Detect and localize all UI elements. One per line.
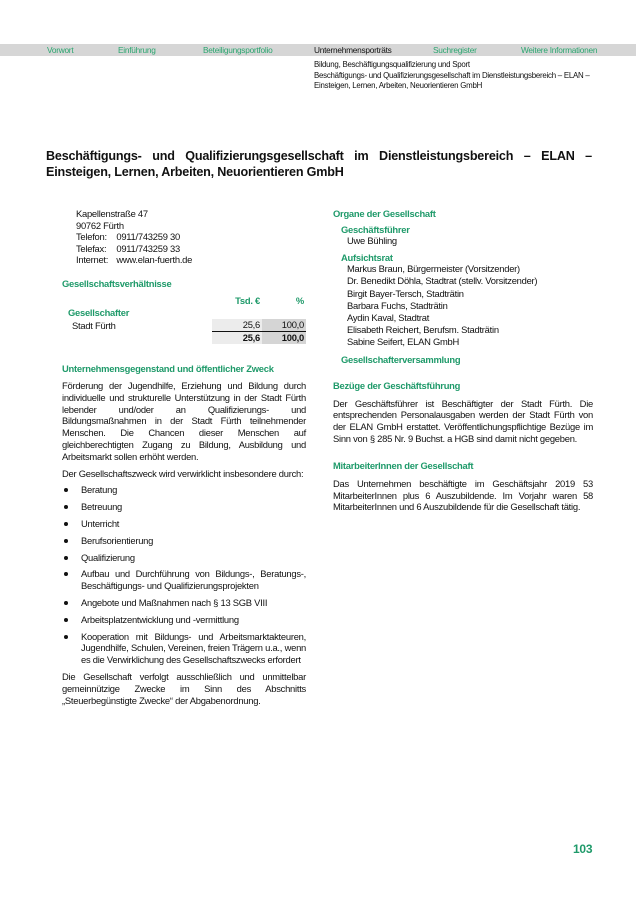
- list-item: Angebote und Maßnahmen nach § 13 SGB VIII: [62, 597, 306, 609]
- page-number: 103: [573, 842, 593, 856]
- purpose-text-1: Förderung der Jugendhilfe, Erziehung und Bildung durch individuelle und strukturelle Unterstützung in der Stadt Fürth lebender und/oder an Qualifizierungs- und Bildungsmaßnahmen in der Stadt Fürth teilnehmender Menschen. Die Chancen dieser Menschen auf gleichberechtigten Zugang zu Bildung, Ausbildung und Arbeitsmarkt sollen erhöht werden.: [62, 379, 306, 462]
- city: 90762 Fürth: [76, 219, 124, 231]
- left-column: [62, 208, 306, 711]
- board-member: Markus Braun, Bürgermeister (Vorsitzender): [347, 263, 520, 275]
- website-link[interactable]: www.elan-fuerth.de: [116, 254, 193, 266]
- ownership-table: [62, 295, 306, 344]
- organs-heading: Organe der Gesellschaft: [333, 208, 436, 219]
- purpose-text-2: Der Gesellschaftszweck wird verwirklicht insbesondere durch:: [62, 467, 304, 479]
- total-pct: 100,0: [262, 331, 306, 344]
- top-navigation: [0, 44, 636, 56]
- breadcrumb: [314, 60, 614, 92]
- street: Kapellenstraße 47: [76, 208, 148, 219]
- list-item: Betreuung: [62, 501, 306, 513]
- col-pct: %: [295, 295, 304, 307]
- breadcrumb-category: Bildung, Beschäftigungsqualifizierung und Sport: [314, 60, 470, 69]
- compensation-text: Der Geschäftsführer ist Beschäftigter der Stadt Fürth. Die entsprechenden Personalausgaben werden der Stadt Fürth von der ELAN GmbH erstattet. Veröffentlichungspflichtige Bezüge im Sinn von § 285 Nr. 9 Buchst. a HGB sind damit nicht gegeben.: [333, 397, 593, 445]
- list-item: Arbeitsplatzentwicklung und -vermittlung: [62, 614, 306, 626]
- shareholder-amount: 25,6: [212, 319, 262, 332]
- shareholder-pct: 100,0: [262, 319, 306, 332]
- fax: 0911/743259 33: [116, 242, 180, 254]
- phone-label: Telefon:: [76, 231, 107, 243]
- staff-text: Das Unternehmen beschäftigte im Geschäftsjahr 2019 53 MitarbeiterInnen plus 6 Auszubildende. Im Vorjahr waren 58 MitarbeiterInnen und 6 Auszubildende für die Gesellschaft tätig.: [333, 477, 593, 513]
- list-item: Aufbau und Durchführung von Bildungs-, Beratungs-, Beschäftigungs- und Qualifizierungsprojekten: [62, 568, 306, 592]
- total-row: [62, 331, 306, 344]
- web-label: Internet:: [76, 254, 109, 266]
- board-member: Birgit Bayer-Tersch, Stadträtin: [347, 287, 464, 299]
- list-item: Qualifizierung: [62, 552, 306, 564]
- nav-weitere-informationen[interactable]: Weitere Informationen: [521, 45, 598, 55]
- staff-heading: MitarbeiterInnen der Gesellschaft: [333, 459, 474, 471]
- board-member: Aydin Kaval, Stadtrat: [347, 312, 430, 324]
- phone: 0911/743259 30: [116, 231, 180, 243]
- ownership-heading: Gesellschaftsverhältnisse: [62, 277, 172, 289]
- fax-label: Telefax:: [76, 242, 107, 254]
- nav-beteiligungsportfolio[interactable]: Beteiligungsportfolio: [203, 45, 273, 55]
- total-amount: 25,6: [212, 331, 262, 344]
- list-item: Unterricht: [62, 518, 306, 530]
- shareholder-group: Gesellschafter: [68, 307, 130, 319]
- board-member: Sabine Seifert, ELAN GmbH: [347, 336, 460, 348]
- breadcrumb-company: Beschäftigungs- und Qualifizierungsgesellschaft im Dienstleistungsbereich – ELAN – Einsteigen, Lernen, Arbeiten, Neuorientieren GmbH: [314, 71, 590, 90]
- list-item: Beratung: [62, 484, 306, 496]
- nav-unternehmensportraets[interactable]: Unternehmensporträts: [314, 45, 392, 55]
- nav-suchregister[interactable]: Suchregister: [433, 45, 477, 55]
- nav-vorwort[interactable]: Vorwort: [47, 45, 74, 55]
- shareholder-name: Stadt Fürth: [72, 319, 116, 331]
- purpose-heading: Unternehmensgegenstand und öffentlicher Zweck: [62, 362, 274, 374]
- purpose-text-3: Die Gesellschaft verfolgt ausschließlich und unmittelbar gemeinnützige Zwecke im Sinn des Abschnitts „Steuerbegünstigte Zwecke“ der Abgabenordnung.: [62, 670, 306, 706]
- board-member: Elisabeth Reichert, Berufsm. Stadträtin: [347, 324, 499, 336]
- table-row: [62, 319, 306, 332]
- page-title: Beschäftigungs- und Qualifizierungsgesellschaft im Dienstleistungsbereich – ELAN – Einsteigen, Lernen, Arbeiten, Neuorientieren GmbH: [46, 149, 592, 179]
- address-block: [76, 208, 306, 266]
- board-list: [347, 263, 593, 348]
- list-item: Berufsorientierung: [62, 535, 306, 547]
- md-name: Uwe Bühling: [347, 235, 397, 246]
- right-column: [333, 208, 593, 518]
- board-member: Barbara Fuchs, Stadträtin: [347, 299, 448, 311]
- board-member: Dr. Benedikt Döhla, Stadtrat (stellv. Vorsitzender): [347, 275, 538, 287]
- nav-einfuehrung[interactable]: Einführung: [118, 45, 156, 55]
- list-item: Kooperation mit Bildungs- und Arbeitsmarktakteuren, Jugendhilfe, Schulen, Vereinen, freien Trägern u.a., wenn es die Verwirklichung des Gesellschaftszwecks erfordert: [62, 631, 306, 666]
- purpose-list: [62, 484, 306, 666]
- compensation-heading: Bezüge der Geschäftsführung: [333, 379, 461, 391]
- col-amount: Tsd. €: [235, 295, 260, 307]
- assembly-heading: Gesellschafterversammlung: [341, 353, 461, 365]
- md-heading: Geschäftsführer: [341, 224, 410, 235]
- board-heading: Aufsichtsrat: [341, 252, 393, 264]
